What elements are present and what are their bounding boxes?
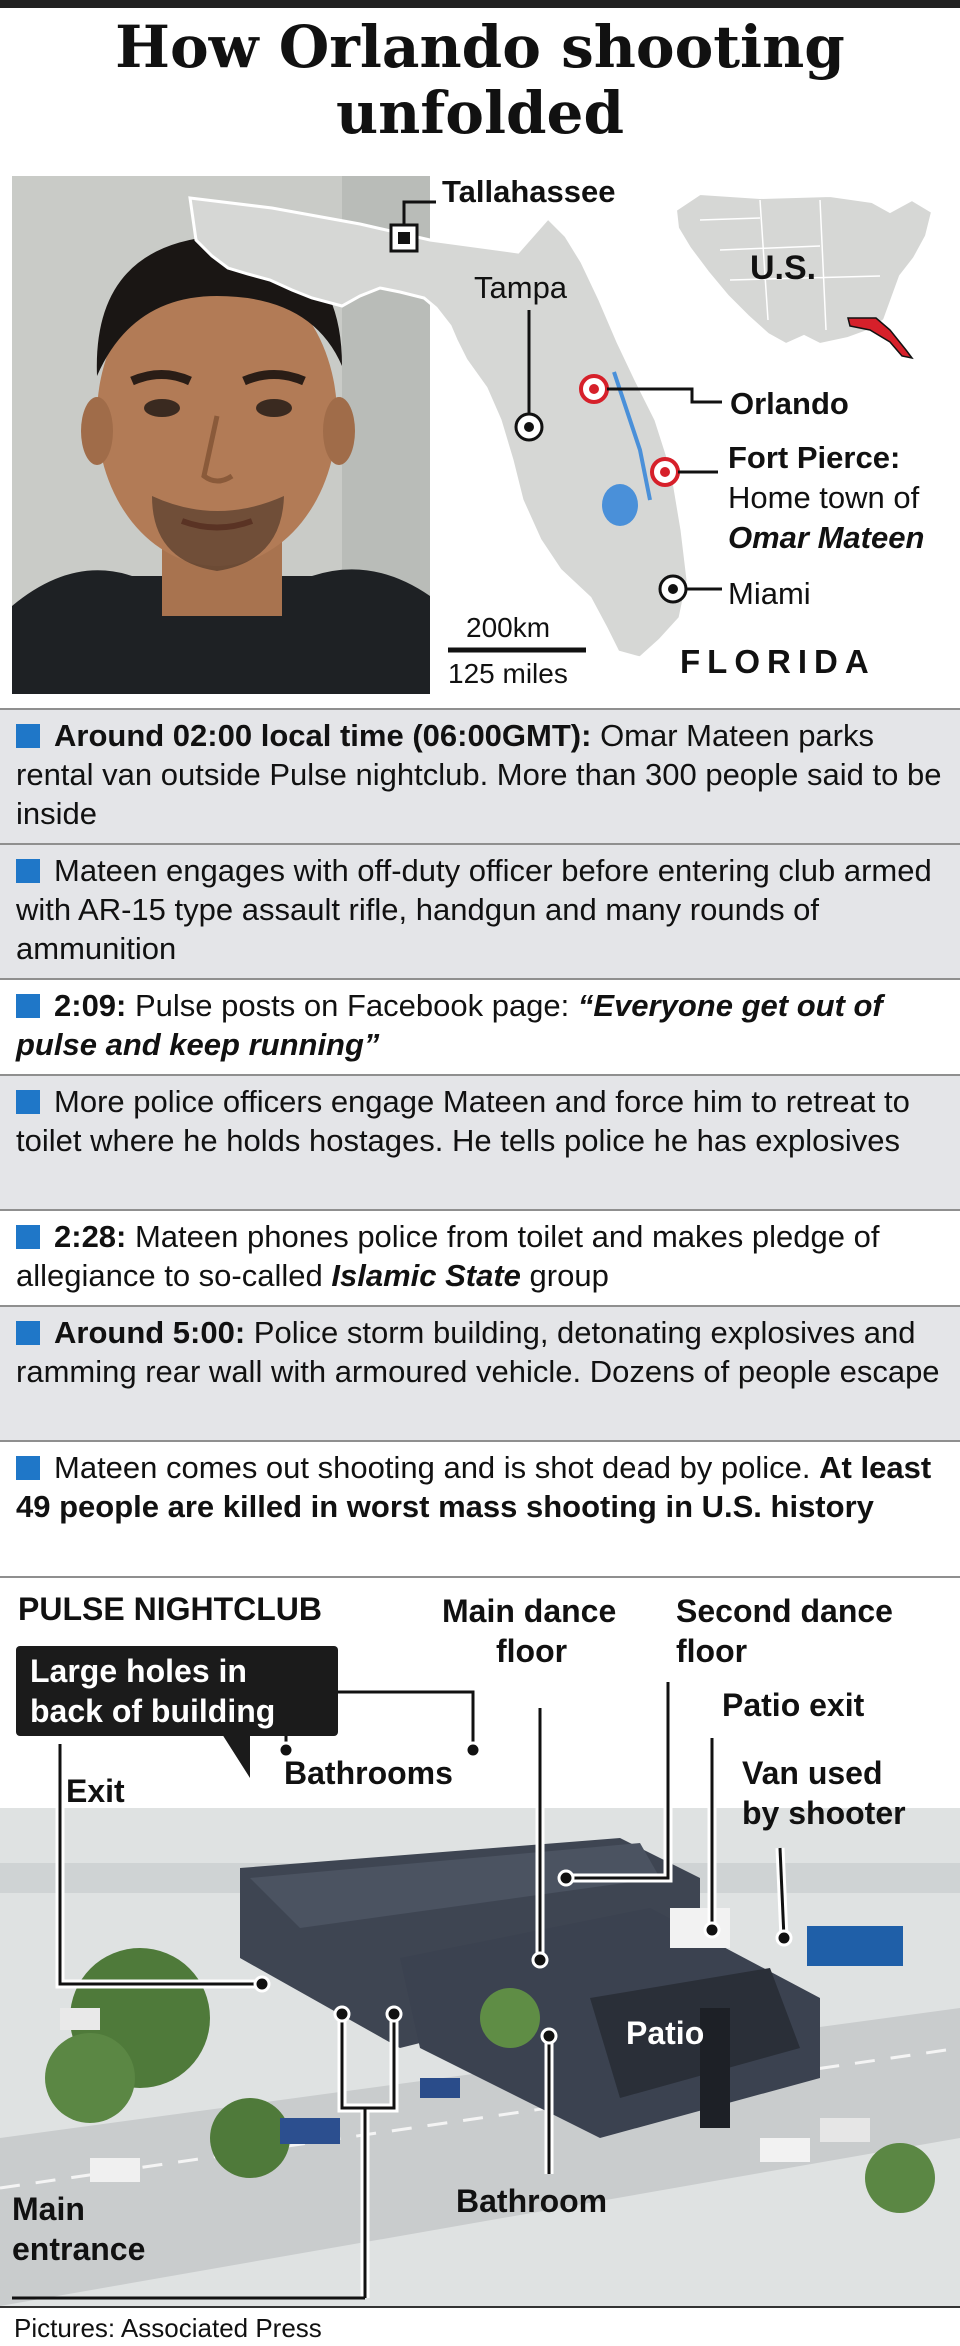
event-time: 2:09: (54, 988, 127, 1023)
tampa-label: Tampa (474, 270, 568, 305)
event-text-end: group (520, 1258, 609, 1293)
florida-shape (190, 198, 688, 658)
miami-label: Miami (728, 576, 811, 611)
photo-credit-bar (0, 2306, 960, 2346)
us-label: U.S. (750, 249, 817, 287)
event-text: Mateen engages with off-duty officer before entering club armed with AR-15 type assault rifle, handgun and many rounds of ammunition (16, 853, 932, 966)
tallahassee-label: Tallahassee (442, 174, 616, 209)
bathroom-label: Bathroom (456, 2183, 608, 2219)
fort-pierce-note-2: Omar Mateen (728, 520, 925, 555)
event-time: Around 02:00 local time (06:00GMT): (54, 718, 592, 753)
florida-label: FLORIDA (680, 643, 876, 680)
callout-line-1: Large holes in (30, 1653, 247, 1689)
event-time: 2:28: (54, 1219, 127, 1254)
orlando-label: Orlando (730, 386, 849, 421)
scale-miles: 125 miles (448, 658, 568, 689)
bullet-square-icon (16, 1225, 40, 1249)
van-label-1: Van used (742, 1755, 883, 1791)
bullet-square-icon (16, 994, 40, 1018)
title-line-2: unfolded (335, 79, 625, 147)
holes-callout (16, 1646, 338, 1736)
bullet-square-icon (16, 1456, 40, 1480)
event-emphasis: Islamic State (331, 1258, 521, 1293)
event-text: Mateen phones police from toilet and makes pledge of allegiance to so-called (16, 1219, 880, 1293)
timeline-event-1 (0, 708, 960, 843)
event-text: Pulse posts on Facebook page: (126, 988, 578, 1023)
event-emphasis: At least 49 people are killed in worst mass shooting in U.S. history (16, 1450, 932, 1524)
title-line-1: How Orlando shooting (115, 13, 845, 81)
bullet-square-icon (16, 724, 40, 748)
timeline-event-3 (0, 978, 960, 1074)
event-text: Police storm building, detonating explosives and ramming rear wall with armoured vehicle. Dozens of people escape (16, 1315, 940, 1389)
patio-exit-label: Patio exit (722, 1687, 865, 1723)
bathrooms-label: Bathrooms (284, 1755, 453, 1791)
event-text: Omar Mateen parks rental van outside Pulse nightclub. More than 300 people said to be inside (16, 718, 942, 831)
fort-pierce-note-1: Home town of (728, 480, 920, 515)
bullet-square-icon (16, 1321, 40, 1345)
van-label-2: by shooter (742, 1795, 906, 1831)
event-quote: “Everyone get out of pulse and keep running” (16, 988, 883, 1062)
callout-line-2: back of building (30, 1693, 276, 1729)
exit-label: Exit (66, 1773, 125, 1809)
patio-label: Patio (626, 2015, 705, 2051)
timeline-event-6 (0, 1305, 960, 1440)
bullet-square-icon (16, 1090, 40, 1114)
main-dance-floor-label-2: floor (496, 1633, 568, 1669)
timeline-event-5 (0, 1209, 960, 1305)
timeline-event-2 (0, 843, 960, 978)
tallahassee-leader (404, 202, 436, 225)
event-text: More police officers engage Mateen and force him to retreat to toilet where he holds hostages. He tells police he has explosives (16, 1084, 910, 1158)
event-text: Mateen comes out shooting and is shot dead by police. (54, 1450, 820, 1485)
second-dance-floor-label-2: floor (676, 1633, 748, 1669)
florida-highlight (848, 318, 912, 358)
event-time: Around 5:00: (54, 1315, 246, 1350)
scale-km: 200km (466, 612, 551, 643)
main-dance-floor-label-1: Main dance (442, 1593, 617, 1629)
bullet-square-icon (16, 859, 40, 883)
fort-pierce-label: Fort Pierce: (728, 440, 901, 475)
timeline (0, 708, 960, 1576)
photo-credit: Pictures: Associated Press (14, 2313, 322, 2343)
timeline-event-4 (0, 1074, 960, 1209)
main-entrance-label-1: Main (12, 2191, 85, 2227)
lake-okeechobee (602, 484, 638, 526)
nightclub-heading: PULSE NIGHTCLUB (18, 1591, 322, 1627)
timeline-event-7 (0, 1440, 960, 1576)
second-dance-floor-label-1: Second dance (676, 1593, 893, 1629)
florida-map (0, 0, 960, 700)
main-entrance-label-2: entrance (12, 2231, 146, 2267)
